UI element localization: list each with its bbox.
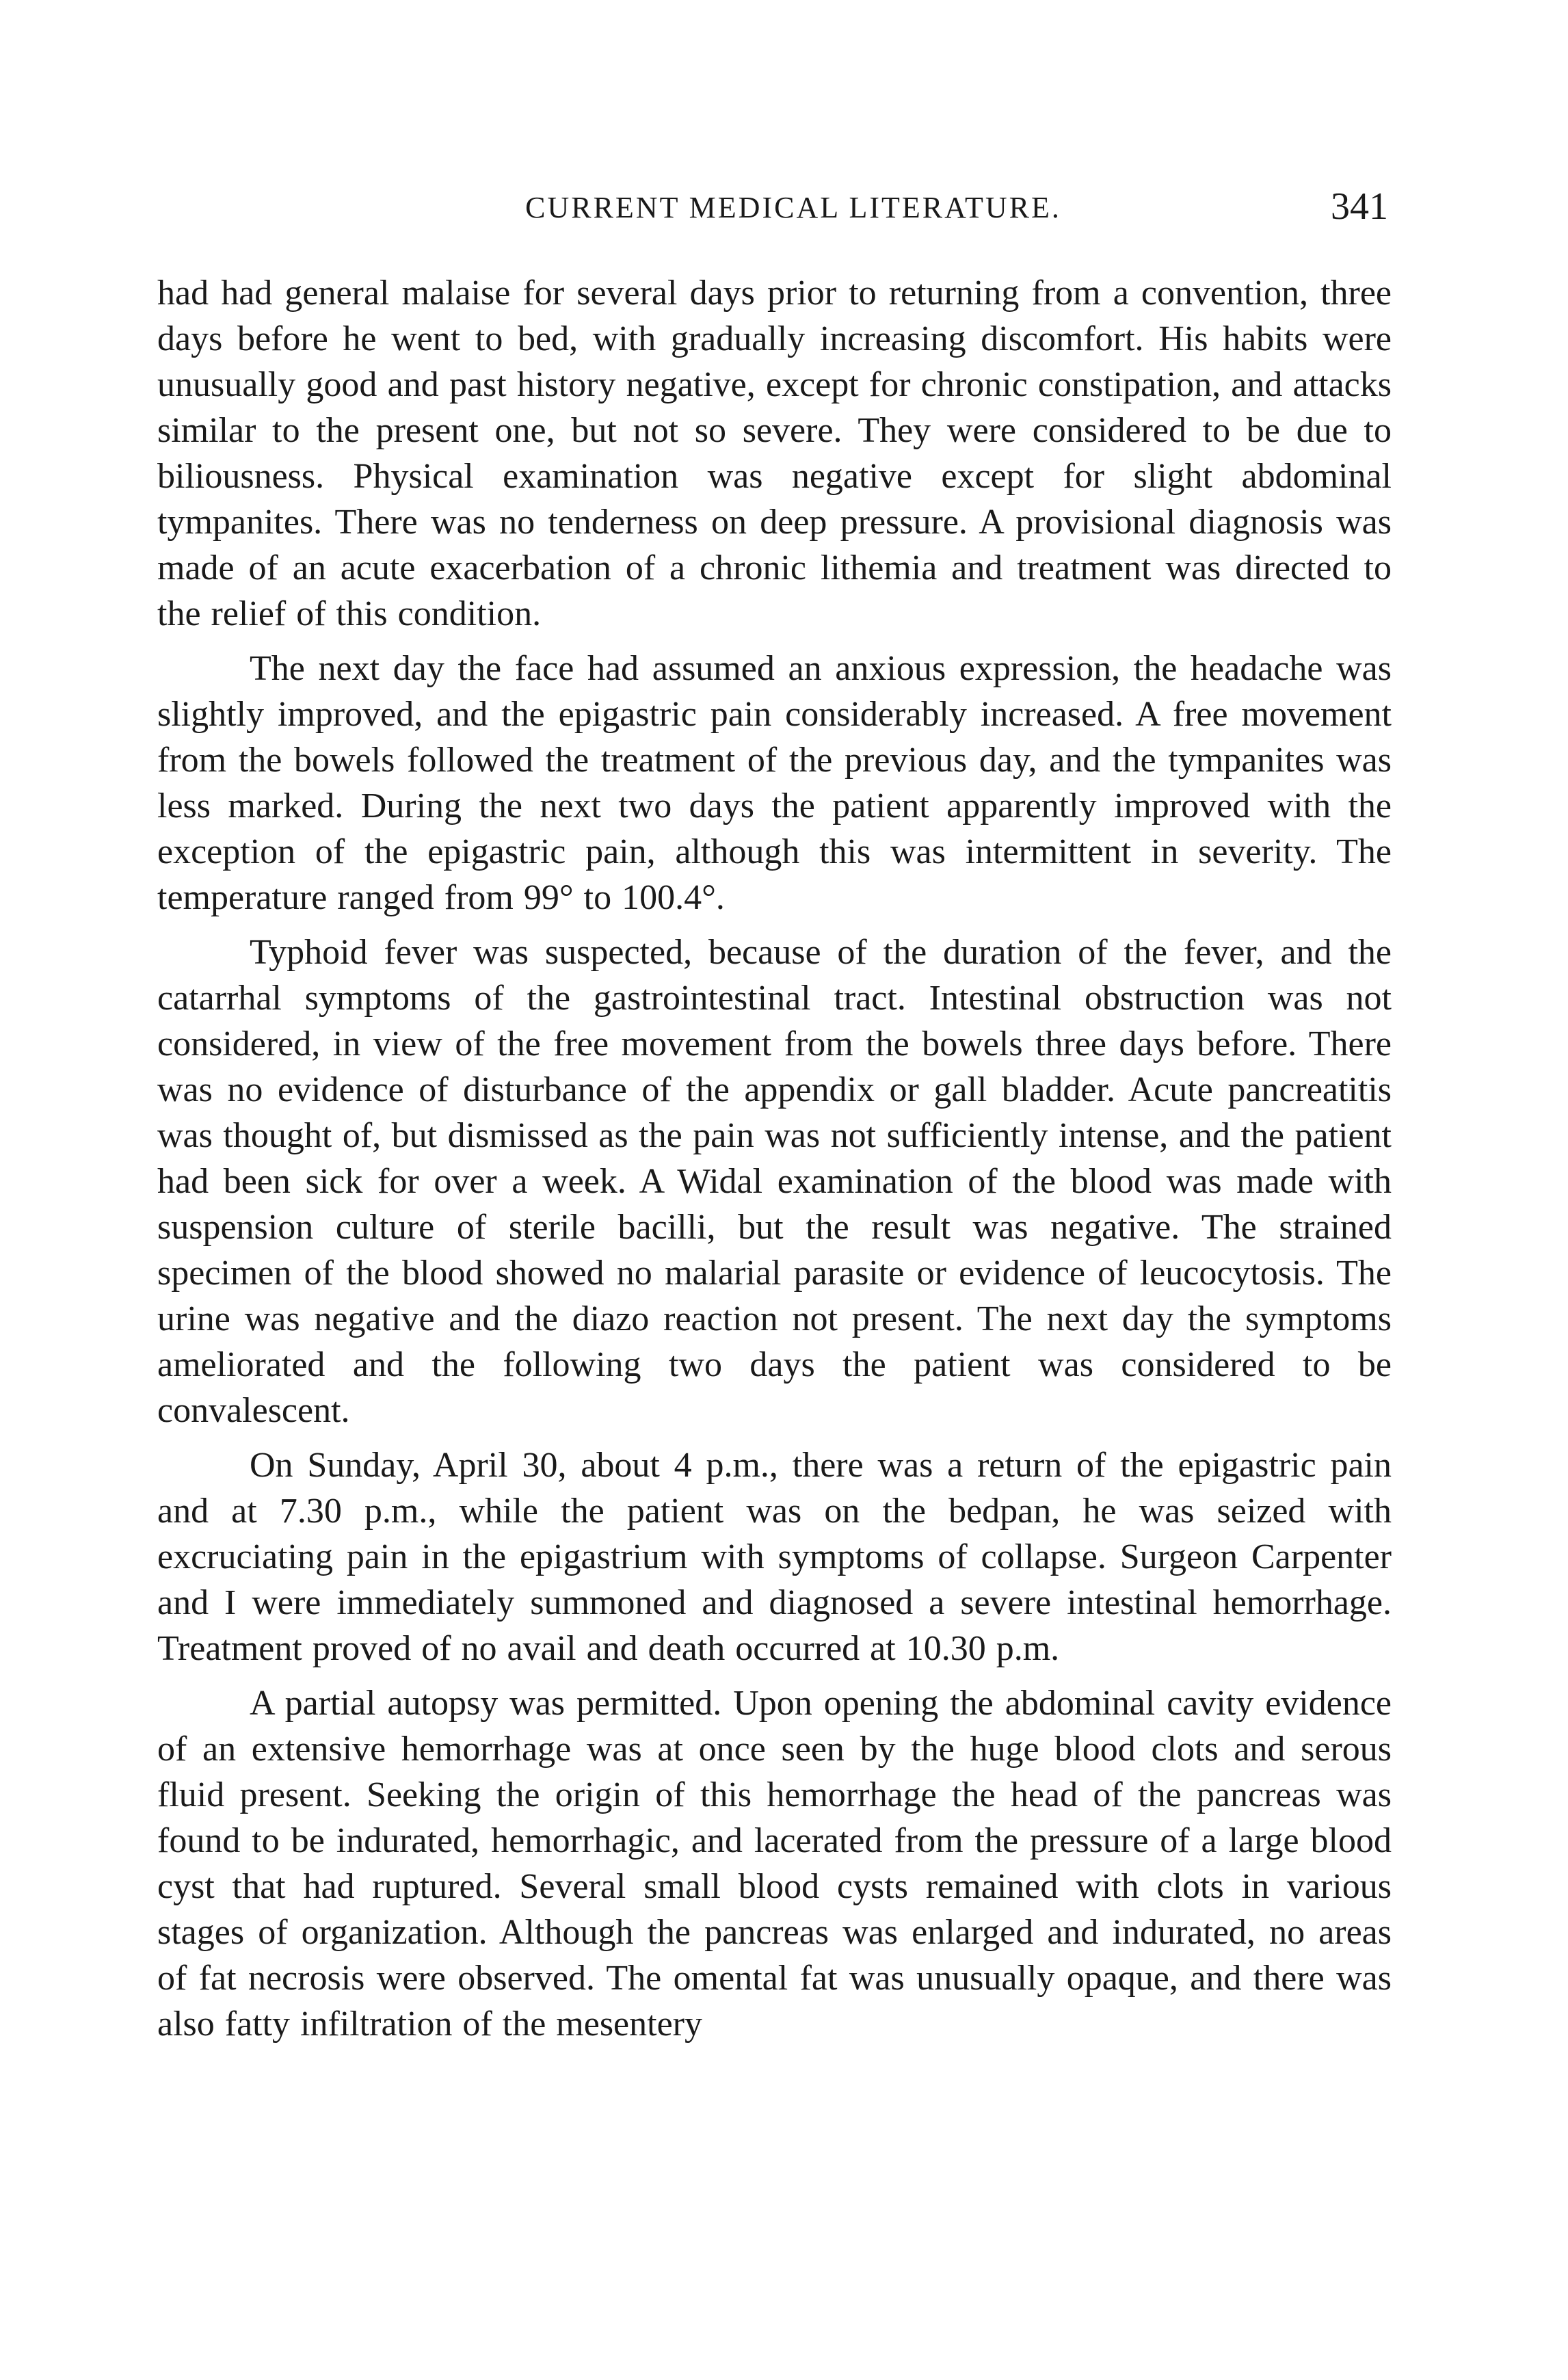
running-head: CURRENT MEDICAL LITERATURE. — [525, 191, 1061, 224]
paragraph: On Sunday, April 30, about 4 p.m., there was a return of the epigastric pain and at 7.30 p.m., while the patient was on the bedpan, he was seized with excruciating pain in the epigastrium with symptoms of collapse. Surgeon Carpenter and I were immediately summoned and diagnosed a severe intestinal hemorrhage. Treatment proved of no avail and death occurred at 10.30 p.m. — [157, 1446, 1392, 1668]
paragraph: The next day the face had assumed an anxious expression, the headache was slightly improved, and the epigastric pain considerably increased. A free movement from the bowels followed the treatment of the previous day, and the tympanites was less marked. During the next two days the patient apparently improved with the exception of the epigastric pain, although this was intermittent in severity. The temperature ranged from 99° to 100.4°. — [157, 649, 1392, 917]
paragraph: A partial autopsy was permitted. Upon opening the abdominal cavity evidence of an extensive hemorrhage was at once seen by the huge blood clots and serous fluid present. Seeking the origin of this hemorrhage the head of the pancreas was found to be indurated, hemorrhagic, and lacerated from the pressure of a large blood cyst that had ruptured. Several small blood cysts remained with clots in various stages of organization. Although the pancreas was enlarged and indurated, no areas of fat necrosis were observed. The omental fat was unusually opaque, and there was also fatty infiltration of the mesentery — [157, 1684, 1392, 2044]
page-number: 341 — [1331, 185, 1388, 228]
page-header — [198, 185, 1388, 246]
paragraph: Typhoid fever was suspected, because of the duration of the fever, and the catarrhal symptoms of the gastrointestinal tract. Intestinal obstruction was not considered, in view of the free movement from the bowels three days before. There was no evidence of disturbance of the appendix or gall bladder. Acute pancreatitis was thought of, but dismissed as the pain was not sufficiently intense, and the patient had been sick for over a week. A Widal examination of the blood was made with suspension culture of sterile bacilli, but the result was negative. The strained specimen of the blood showed no malarial parasite or evidence of leucocytosis. The urine was negative and the diazo reaction not present. The next day the symptoms ameliorated and the following two days the patient was considered to be convalescent. — [157, 933, 1392, 1430]
paragraph-continued: had had general malaise for several days prior to returning from a convention, three days before he went to bed, with gradually increasing discomfort. His habits were unusually good and past history negative, except for chronic constipation, and attacks similar to the present one, but not so severe. They were considered to be due to biliousness. Physical examination was negative except for slight abdominal tympanites. There was no tenderness on deep pressure. A provisional diagnosis was made of an acute exacerbation of a chronic lithemia and treatment was directed to the relief of this condition. — [157, 274, 1392, 633]
body-text — [157, 270, 1392, 2056]
